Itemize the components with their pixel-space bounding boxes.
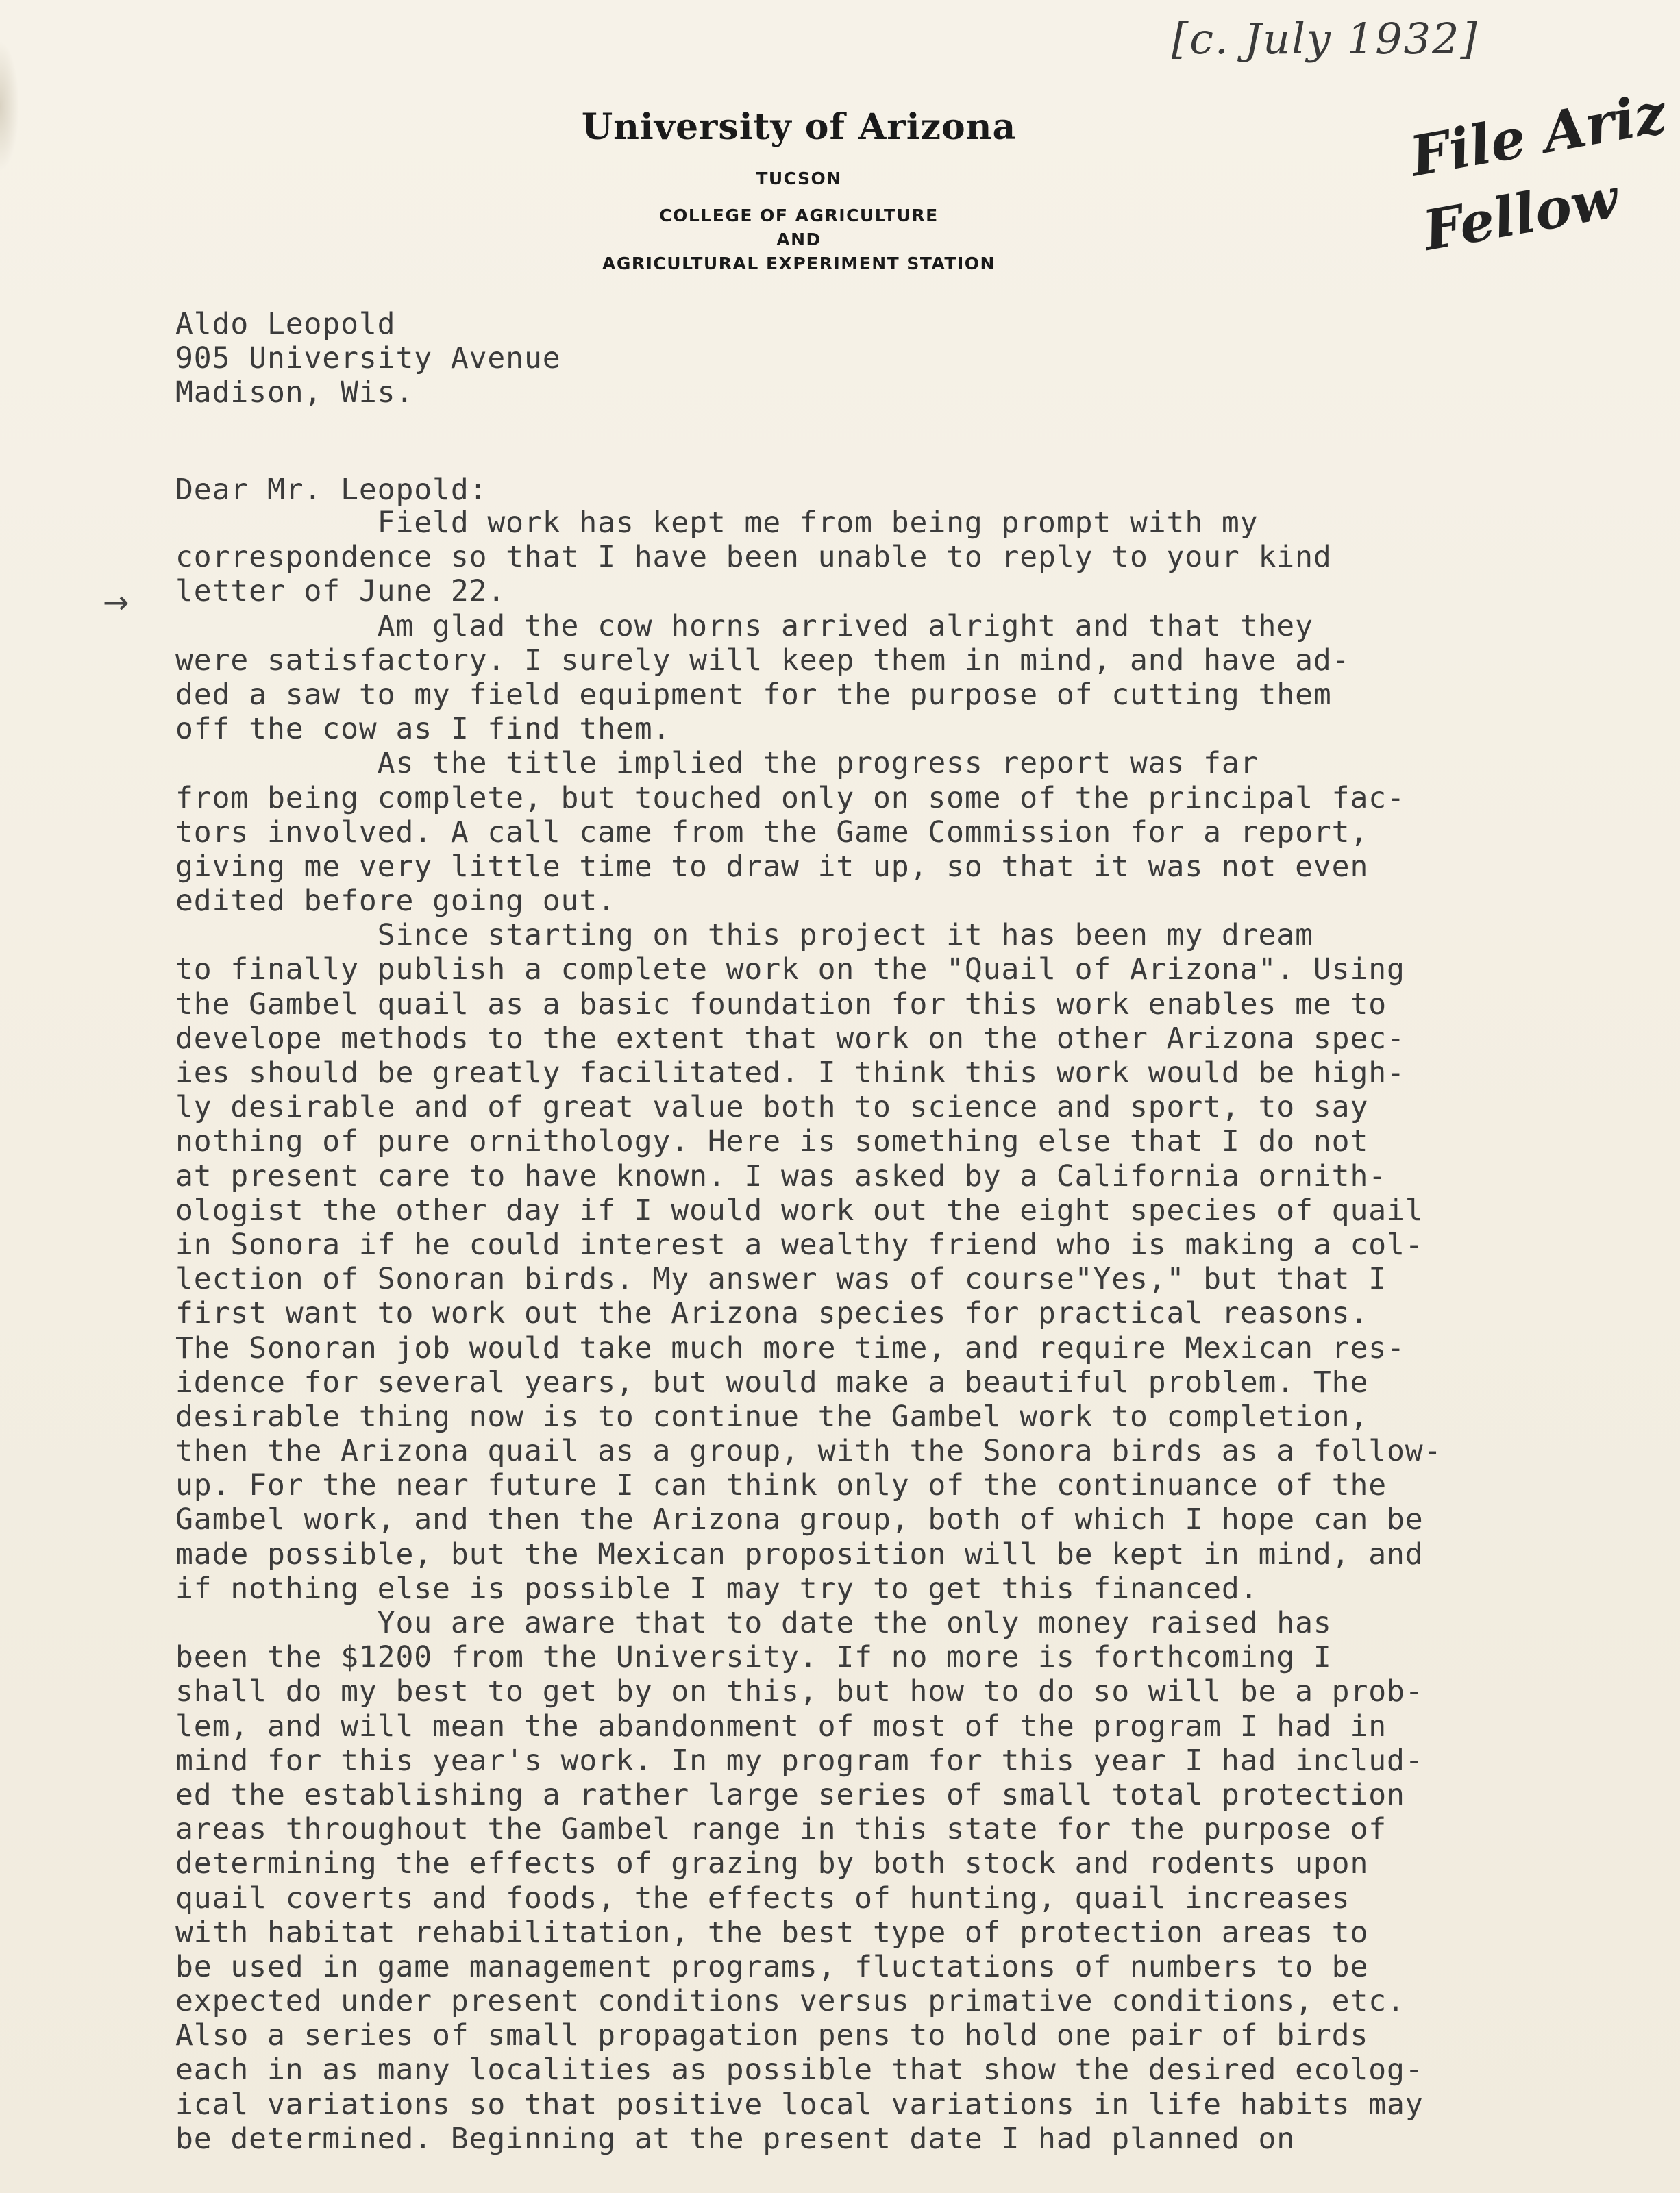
letter-body (175, 506, 1442, 2156)
body-line: correspondence so that I have been unable to reply to your kind (175, 540, 1332, 575)
body-line: As the title implied the progress report was far (175, 746, 1259, 781)
letterhead-and: AND (776, 230, 822, 249)
body-line: be determined. Beginning at the present date I had planned on (175, 2121, 1296, 2156)
body-line: quail coverts and foods, the effects of hunting, quail increases (175, 1881, 1350, 1916)
body-line: ded a saw to my field equipment for the purpose of cutting them (175, 677, 1332, 712)
body-line: were satisfactory. I surely will keep them in mind, and have ad- (175, 643, 1350, 678)
body-line: Field work has kept me from being prompt with my (175, 506, 1259, 540)
file-note-line-2: Fellow (1418, 165, 1623, 263)
body-line: to finally publish a complete work on the "Quail of Arizona". Using (175, 952, 1405, 987)
letterhead-college: COLLEGE OF AGRICULTURE (659, 206, 939, 225)
body-line: made possible, but the Mexican proposition will be kept in mind, and (175, 1537, 1424, 1572)
body-line: Since starting on this project it has been my dream (175, 918, 1313, 953)
letterhead-city: TUCSON (756, 169, 842, 188)
body-line: determining the effects of grazing by both stock and rodents upon (175, 1846, 1369, 1881)
address-street: 905 University Avenue (175, 341, 561, 375)
margin-arrow-mark: → (103, 584, 129, 621)
body-line: from being complete, but touched only on some of the principal fac- (175, 780, 1405, 815)
body-line: ologist the other day if I would work out the eight species of quail (175, 1193, 1424, 1228)
body-line: be used in game management programs, fluctations of numbers to be (175, 1949, 1369, 1984)
body-line: up. For the near future I can think only of the continuance of the (175, 1468, 1387, 1503)
body-line: first want to work out the Arizona species for practical reasons. (175, 1296, 1369, 1331)
body-line: idence for several years, but would make a beautiful problem. The (175, 1365, 1369, 1400)
body-line: the Gambel quail as a basic foundation for this work enables me to (175, 987, 1387, 1021)
salutation: Dear Mr. Leopold: (175, 473, 488, 507)
address-name: Aldo Leopold (175, 307, 396, 341)
body-line: areas throughout the Gambel range in this state for the purpose of (175, 1812, 1387, 1847)
body-line: then the Arizona quail as a group, with the Sonora birds as a follow- (175, 1434, 1442, 1469)
handwritten-date-note: [c. July 1932] (1172, 14, 1479, 64)
body-line: tors involved. A call came from the Game Commission for a report, (175, 815, 1369, 850)
body-line: ly desirable and of great value both to science and sport, to say (175, 1090, 1369, 1125)
file-note-line-1: File Ariz (1405, 80, 1671, 189)
body-line: Am glad the cow horns arrived alright and that they (175, 608, 1313, 643)
letterhead-university: University of Arizona (581, 106, 1017, 148)
body-line: each in as many localities as possible that show the desired ecolog- (175, 2053, 1424, 2087)
body-line: nothing of pure ornithology. Here is something else that I do not (175, 1124, 1369, 1159)
body-line: giving me very little time to draw it up, so that it was not even (175, 849, 1369, 884)
body-line: The Sonoran job would take much more time, and require Mexican res- (175, 1330, 1405, 1365)
body-line: Gambel work, and then the Arizona group, both of which I hope can be (175, 1502, 1424, 1537)
body-line: if nothing else is possible I may try to get this financed. (175, 1571, 1259, 1606)
body-line: shall do my best to get by on this, but how to do so will be a prob- (175, 1674, 1424, 1709)
body-line: mind for this year's work. In my program for this year I had includ- (175, 1743, 1424, 1778)
body-line: ical variations so that positive local variations in life habits may (175, 2087, 1424, 2122)
body-line: lem, and will mean the abandonment of most of the program I had in (175, 1709, 1387, 1744)
body-line: ed the establishing a rather large series of small total protection (175, 1777, 1405, 1812)
body-line: in Sonora if he could interest a wealthy friend who is making a col- (175, 1227, 1424, 1262)
body-line: edited before going out. (175, 884, 616, 919)
body-line: You are aware that to date the only money raised has (175, 1606, 1332, 1640)
body-line: develope methods to the extent that work on the other Arizona spec- (175, 1021, 1405, 1056)
body-line: lection of Sonoran birds. My answer was of course"Yes," but that I (175, 1262, 1387, 1297)
body-line: letter of June 22. (175, 574, 506, 609)
body-line: with habitat rehabilitation, the best type of protection areas to (175, 1915, 1369, 1950)
body-line: ies should be greatly facilitated. I think this work would be high- (175, 1056, 1405, 1090)
address-city: Madison, Wis. (175, 375, 415, 410)
body-line: off the cow as I find them. (175, 712, 671, 747)
body-line: at present care to have known. I was asked by a California ornith- (175, 1159, 1387, 1193)
body-line: Also a series of small propagation pens to hold one pair of birds (175, 2018, 1369, 2053)
body-line: been the $1200 from the University. If no more is forthcoming I (175, 1640, 1332, 1675)
body-line: desirable thing now is to continue the Gambel work to completion, (175, 1399, 1369, 1434)
letterhead-station: AGRICULTURAL EXPERIMENT STATION (602, 253, 996, 273)
body-line: expected under present conditions versus primative conditions, etc. (175, 1984, 1405, 2019)
